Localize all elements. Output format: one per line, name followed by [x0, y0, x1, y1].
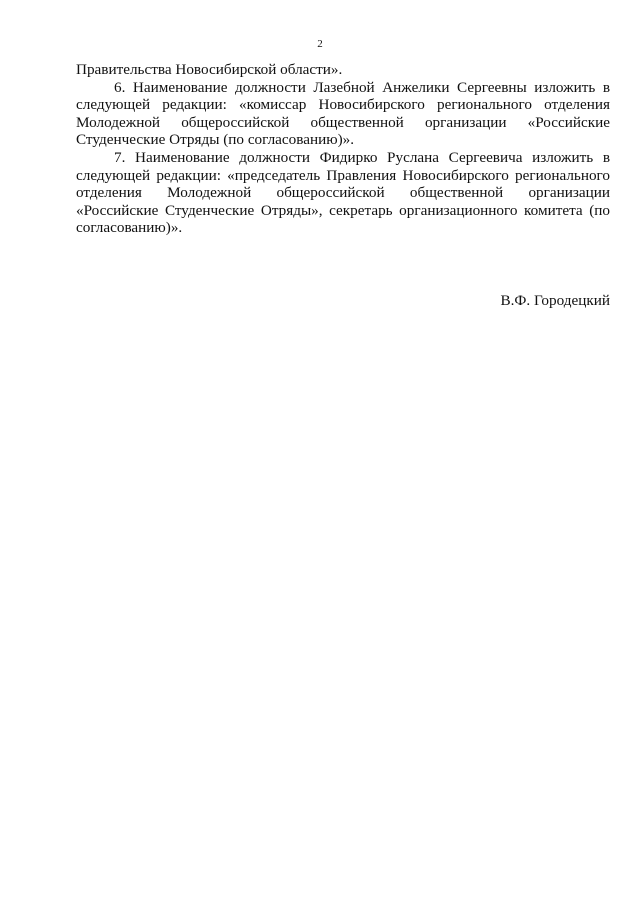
document-body: [76, 61, 610, 237]
paragraph-continuation: Правительства Новосибирской области».: [76, 61, 343, 78]
paragraph-item-6: 6. Наименование должности Лазебной Анжелики Сергеевны изложить в следующей редакции: «комиссар Новосибирского регионального отделения Молодежной общероссийской общественной организации «Российские Студенческие Отряды (по согласованию)».: [76, 78, 610, 149]
paragraph-item-7: 7. Наименование должности Фидирко Руслана Сергеевича изложить в следующей редакции: «председатель Правления Новосибирского регионального отделения Молодежной общероссийской общественной организации «Российские Студенческие Отряды», секретарь организационного комитета (по согласованию)».: [76, 148, 610, 237]
signature-name: В.Ф. Городецкий: [500, 292, 610, 309]
page-number: 2: [317, 38, 323, 50]
